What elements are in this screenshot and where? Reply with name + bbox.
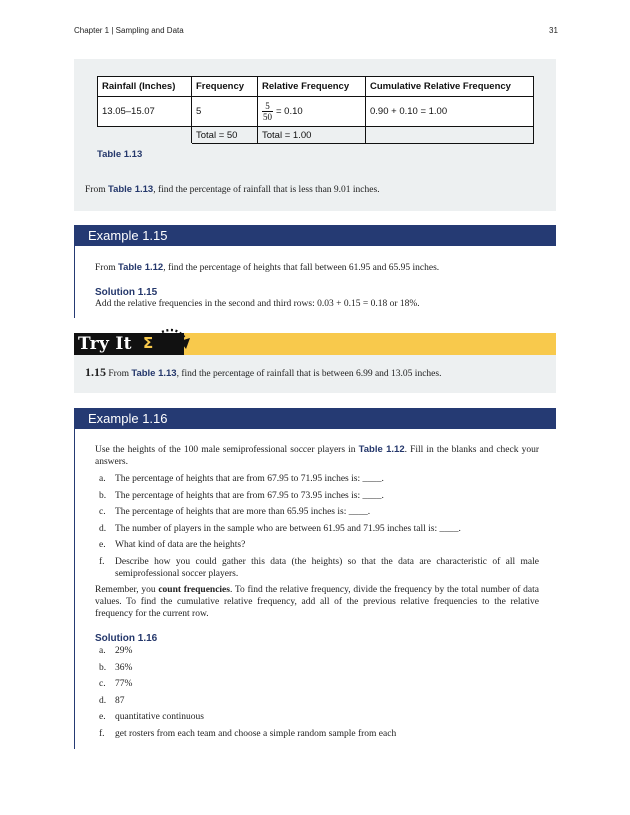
table-row bbox=[98, 97, 534, 127]
cell-relative-total: Total = 1.00 bbox=[258, 127, 366, 144]
item-label: d. bbox=[99, 695, 107, 706]
list-item bbox=[96, 695, 539, 707]
item-text: What kind of data are the heights? bbox=[115, 540, 246, 550]
column-header: Rainfall (Inches) bbox=[98, 77, 192, 97]
running-header-chapter: Chapter 1 | Sampling and Data bbox=[74, 26, 184, 35]
item-label: b. bbox=[99, 490, 107, 501]
item-label: c. bbox=[99, 679, 106, 689]
example-header: Example 1.16 bbox=[74, 408, 556, 429]
item-label: f. bbox=[99, 556, 105, 567]
list-item bbox=[96, 523, 539, 535]
list-item bbox=[96, 556, 539, 580]
list-item bbox=[96, 728, 539, 740]
table-link[interactable]: Table 1.13 bbox=[107, 184, 154, 195]
table-caption: Table 1.13 bbox=[97, 149, 143, 160]
intro-pre: Use the heights of the 100 male semiprofessional soccer players in bbox=[95, 445, 359, 455]
list-item bbox=[96, 490, 539, 502]
remember-bold: count frequencies bbox=[158, 585, 230, 595]
question-post: , find the percentage of heights that fall between 61.95 and 65.95 inches. bbox=[163, 263, 440, 273]
fraction bbox=[262, 101, 273, 122]
item-label: b. bbox=[99, 662, 107, 673]
fraction-result: = 0.10 bbox=[276, 106, 303, 118]
try-it-exercise bbox=[85, 366, 441, 380]
question-pre: From bbox=[95, 263, 118, 273]
cell-frequency: 5 bbox=[192, 97, 258, 127]
dotted-arrow-icon bbox=[158, 326, 194, 354]
item-label: c. bbox=[99, 507, 106, 517]
table-link[interactable]: Table 1.12 bbox=[117, 262, 164, 273]
list-item bbox=[96, 678, 539, 690]
exercise-pre: From bbox=[85, 185, 108, 195]
example-left-rule bbox=[74, 429, 75, 749]
item-text: The percentage of heights that are from 67.95 to 73.95 inches is: ____. bbox=[115, 490, 384, 501]
cell-cumulative: 0.90 + 0.10 = 1.00 bbox=[366, 97, 534, 127]
example-intro bbox=[95, 444, 539, 468]
solution-title: Solution 1.15 bbox=[95, 287, 158, 298]
fraction-denominator: 50 bbox=[263, 112, 272, 122]
example-header: Example 1.15 bbox=[74, 225, 556, 246]
try-it-label: Try It bbox=[78, 334, 132, 354]
item-text: quantitative continuous bbox=[115, 712, 204, 722]
exercise-text bbox=[85, 184, 380, 196]
try-it-post: , find the percentage of rainfall that is between 6.99 and 13.05 inches. bbox=[176, 369, 442, 379]
item-text: The percentage of heights that are more than 65.95 inches is: ____. bbox=[115, 507, 371, 517]
item-text: 36% bbox=[115, 662, 133, 673]
item-text: 77% bbox=[115, 679, 133, 689]
remember-pre: Remember, you bbox=[95, 585, 159, 595]
item-label: e. bbox=[99, 712, 106, 722]
example-question bbox=[95, 262, 439, 274]
question-list bbox=[96, 473, 539, 580]
remember-text bbox=[95, 584, 539, 620]
cell-rainfall: 13.05–15.07 bbox=[98, 97, 192, 127]
cell-frequency-total: Total = 50 bbox=[192, 127, 258, 144]
item-text: Describe how you could gather this data (the heights) so that the data are characteristic of all male semiprofessional soccer players. bbox=[115, 556, 539, 579]
list-item bbox=[96, 662, 539, 674]
exercise-post: , find the percentage of rainfall that is less than 9.01 inches. bbox=[153, 185, 380, 195]
item-text: The percentage of heights that are from 67.95 to 71.95 inches is: ____. bbox=[115, 474, 384, 484]
item-label: a. bbox=[99, 474, 106, 484]
table-link[interactable]: Table 1.13 bbox=[131, 368, 177, 379]
list-item bbox=[96, 711, 539, 723]
remember-post: . To find the relative frequency, divide the frequency by the total number of data values. To find the cumulative relative frequency, add all of the previous relative frequencies to the relative frequency for the current row. bbox=[95, 585, 539, 619]
cell-relative-frequency bbox=[258, 97, 366, 127]
solution-title: Solution 1.16 bbox=[95, 633, 158, 644]
item-text: get rosters from each team and choose a simple random sample from each bbox=[115, 728, 397, 739]
table-link[interactable]: Table 1.12 bbox=[358, 444, 405, 455]
item-text: 87 bbox=[115, 695, 125, 706]
item-label: e. bbox=[99, 540, 106, 550]
column-header: Frequency bbox=[192, 77, 258, 97]
example-left-rule bbox=[74, 246, 75, 318]
list-item bbox=[96, 506, 539, 518]
item-label: f. bbox=[99, 728, 105, 739]
column-header: Relative Frequency bbox=[258, 77, 366, 97]
list-item bbox=[96, 645, 539, 657]
cell-cumulative-total bbox=[366, 127, 534, 144]
item-label: d. bbox=[99, 523, 107, 534]
answer-list bbox=[96, 645, 539, 740]
column-header: Cumulative Relative Frequency bbox=[366, 77, 534, 97]
table-row-total bbox=[98, 127, 534, 144]
list-item bbox=[96, 539, 539, 551]
page-number: 31 bbox=[549, 26, 558, 35]
item-text: 29% bbox=[115, 646, 133, 656]
sigma-icon: Σ bbox=[143, 334, 154, 352]
intro-post: . Fill in the blanks and check your answers. bbox=[95, 445, 539, 467]
table-header-row bbox=[98, 77, 534, 97]
exercise-number: 1.15 bbox=[85, 365, 106, 379]
try-it-pre: From bbox=[106, 369, 132, 379]
item-label: a. bbox=[99, 646, 106, 656]
list-item bbox=[96, 473, 539, 485]
fraction-numerator: 5 bbox=[262, 101, 273, 112]
cell-empty bbox=[98, 127, 192, 144]
solution-text: Add the relative frequencies in the second and third rows: 0.03 + 0.15 = 0.18 or 18%. bbox=[95, 299, 420, 309]
table-1-13 bbox=[97, 76, 534, 144]
item-text: The number of players in the sample who are between 61.95 and 71.95 inches tall is: ____. bbox=[115, 523, 461, 534]
